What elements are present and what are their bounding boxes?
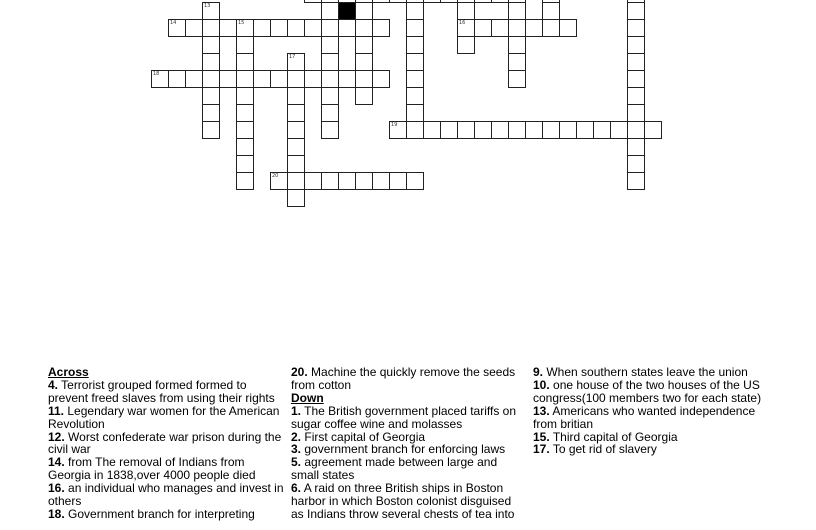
clue-down-6: 6. A raid on three British ships in Boston harbor in which Boston colonist disguised as Indians throw several chests of tea into bbox=[291, 481, 515, 521]
crossword-cell[interactable] bbox=[304, 172, 322, 190]
crossword-cell[interactable] bbox=[576, 121, 594, 139]
clue-number: 19 bbox=[391, 122, 398, 128]
clue-down-3: 3. government branch for enforcing laws bbox=[291, 442, 506, 457]
crossword-cell[interactable] bbox=[338, 70, 356, 88]
crossword-cell[interactable] bbox=[185, 70, 203, 88]
crossword-cell[interactable] bbox=[321, 104, 339, 122]
crossword-cell[interactable] bbox=[321, 172, 339, 190]
crossword-cell[interactable] bbox=[644, 121, 662, 139]
crossword-cell[interactable] bbox=[610, 121, 628, 139]
crossword-cell[interactable] bbox=[389, 121, 407, 139]
crossword-cell[interactable] bbox=[202, 87, 220, 105]
crossword-cell[interactable] bbox=[372, 172, 390, 190]
crossword-cell[interactable] bbox=[525, 19, 543, 37]
clue-number: 16 bbox=[459, 20, 466, 26]
crossword-cell[interactable] bbox=[151, 70, 169, 88]
crossword-cell[interactable] bbox=[236, 155, 254, 173]
clue-across-12: 12. Worst confederate war prison during the civil war bbox=[48, 429, 282, 457]
crossword-cell[interactable] bbox=[508, 36, 526, 54]
crossword-cell[interactable] bbox=[321, 2, 339, 20]
clues-column-3 bbox=[533, 366, 769, 456]
clue-number: 17 bbox=[289, 54, 296, 60]
crossword-cell[interactable] bbox=[355, 172, 373, 190]
crossword-cell[interactable] bbox=[287, 138, 305, 156]
crossword-cell[interactable] bbox=[406, 53, 424, 71]
crossword-cell[interactable] bbox=[627, 104, 645, 122]
crossword-cell[interactable] bbox=[270, 19, 288, 37]
crossword-cell[interactable] bbox=[372, 70, 390, 88]
crossword-cell[interactable] bbox=[474, 19, 492, 37]
clue-down-1: 1. The British government placed tariffs on sugar coffee wine and molasses bbox=[291, 403, 517, 431]
clue-across-20: 20. Machine the quickly remove the seeds from cotton bbox=[291, 366, 516, 392]
crossword-cell[interactable] bbox=[457, 19, 475, 37]
crossword-cell[interactable] bbox=[304, 19, 322, 37]
crossword-cell[interactable] bbox=[287, 121, 305, 139]
clue-down-13: 13. Americans who wanted independence from britian bbox=[533, 403, 756, 431]
crossword-cell[interactable] bbox=[287, 155, 305, 173]
clue-across-14: 14. from The removal of Indians from Georgia in 1838,over 4000 people died bbox=[48, 455, 256, 483]
crossword-cell[interactable] bbox=[491, 0, 509, 3]
crossword-cell[interactable] bbox=[202, 121, 220, 139]
crossword-cell[interactable] bbox=[202, 19, 220, 37]
crossword-cell[interactable] bbox=[627, 138, 645, 156]
crossword-cell[interactable] bbox=[236, 104, 254, 122]
crossword-cell[interactable] bbox=[627, 87, 645, 105]
crossword-cell[interactable] bbox=[406, 104, 424, 122]
crossword-cell[interactable] bbox=[236, 87, 254, 105]
clue-down-5: 5. agreement made between large and small states bbox=[291, 455, 498, 483]
crossword-cell[interactable] bbox=[321, 53, 339, 71]
crossword-cell[interactable] bbox=[372, 19, 390, 37]
crossword-cell[interactable] bbox=[457, 121, 475, 139]
crossword-cell[interactable] bbox=[185, 19, 203, 37]
crossword-cell[interactable] bbox=[440, 121, 458, 139]
crossword-cell[interactable] bbox=[508, 2, 526, 20]
crossword-cell[interactable] bbox=[508, 53, 526, 71]
crossword-cell[interactable] bbox=[406, 70, 424, 88]
crossword-cell[interactable] bbox=[219, 19, 237, 37]
crossword-cell[interactable] bbox=[542, 121, 560, 139]
crossword-cell[interactable] bbox=[338, 19, 356, 37]
clue-down-17: 17. To get rid of slavery bbox=[533, 442, 657, 457]
crossword-cell[interactable] bbox=[389, 172, 407, 190]
crossword-cell[interactable] bbox=[287, 87, 305, 105]
clue-number: 13 bbox=[204, 3, 211, 9]
crossword-cell[interactable] bbox=[321, 19, 339, 37]
clues-column-2 bbox=[291, 366, 527, 530]
crossword-cell[interactable] bbox=[168, 19, 186, 37]
crossword-cell[interactable] bbox=[406, 121, 424, 139]
crossword-cell[interactable] bbox=[406, 87, 424, 105]
crossword-cell[interactable] bbox=[355, 87, 373, 105]
crossword-cell[interactable] bbox=[457, 36, 475, 54]
clues-column-1 bbox=[48, 366, 284, 530]
crossword-cell[interactable] bbox=[321, 121, 339, 139]
crossword-cell[interactable] bbox=[287, 104, 305, 122]
crossword-cell[interactable] bbox=[202, 104, 220, 122]
clue-across-16: 16. an individual who manages and invest in others bbox=[48, 481, 284, 509]
crossword-cell[interactable] bbox=[627, 70, 645, 88]
crossword-cell[interactable] bbox=[253, 19, 271, 37]
crossword-cell[interactable] bbox=[202, 70, 220, 88]
crossword-cell[interactable] bbox=[423, 0, 441, 3]
crossword-cell[interactable] bbox=[508, 121, 526, 139]
crossword-cell[interactable] bbox=[321, 87, 339, 105]
crossword-cell[interactable] bbox=[270, 172, 288, 190]
crossword-grid bbox=[0, 0, 816, 220]
clue-down-10: 10. one house of the two houses of the US congress(100 members two for each state) bbox=[533, 377, 762, 405]
crossword-cell[interactable] bbox=[627, 53, 645, 71]
crossword-cell[interactable] bbox=[236, 138, 254, 156]
crossword-black-cell bbox=[338, 2, 356, 20]
crossword-cell[interactable] bbox=[202, 53, 220, 71]
crossword-cell[interactable] bbox=[627, 121, 645, 139]
crossword-cell[interactable] bbox=[287, 53, 305, 71]
clue-across-18: 18. Government branch for interpreting bbox=[48, 506, 255, 521]
crossword-cell[interactable] bbox=[440, 0, 458, 3]
crossword-cell[interactable] bbox=[627, 36, 645, 54]
crossword-cell[interactable] bbox=[423, 121, 441, 139]
crossword-cell[interactable] bbox=[542, 19, 560, 37]
crossword-cell[interactable] bbox=[321, 36, 339, 54]
crossword-cell[interactable] bbox=[321, 70, 339, 88]
crossword-cell[interactable] bbox=[253, 70, 271, 88]
crossword-cell[interactable] bbox=[287, 70, 305, 88]
crossword-cell[interactable] bbox=[389, 0, 407, 3]
crossword-cell[interactable] bbox=[355, 36, 373, 54]
crossword-cell[interactable] bbox=[236, 36, 254, 54]
crossword-cell[interactable] bbox=[270, 70, 288, 88]
clue-number: 20 bbox=[272, 173, 279, 179]
crossword-cell[interactable] bbox=[236, 70, 254, 88]
crossword-cell[interactable] bbox=[559, 19, 577, 37]
crossword-cell[interactable] bbox=[355, 19, 373, 37]
crossword-cell[interactable] bbox=[457, 2, 475, 20]
clue-across-4: 4. Terrorist grouped formed formed to prevent freed slaves from using their rights bbox=[48, 377, 275, 405]
crossword-cell[interactable] bbox=[627, 2, 645, 20]
crossword-cell[interactable] bbox=[474, 0, 492, 3]
clue-across-11: 11. Legendary war women for the American Revolution bbox=[48, 403, 280, 431]
across-heading: Across bbox=[48, 366, 89, 379]
clue-down-9: 9. When southern states leave the union bbox=[533, 365, 748, 379]
down-heading: Down bbox=[291, 390, 324, 405]
crossword-cell[interactable] bbox=[304, 0, 322, 3]
crossword-cell[interactable] bbox=[406, 19, 424, 37]
clue-number: 14 bbox=[170, 20, 177, 26]
crossword-cell[interactable] bbox=[406, 2, 424, 20]
crossword-cell[interactable] bbox=[219, 70, 237, 88]
crossword-cell[interactable] bbox=[202, 2, 220, 20]
crossword-cell[interactable] bbox=[236, 121, 254, 139]
crossword-cell[interactable] bbox=[406, 36, 424, 54]
crossword-cell[interactable] bbox=[491, 19, 509, 37]
crossword-cell[interactable] bbox=[287, 189, 305, 207]
crossword-cell[interactable] bbox=[236, 172, 254, 190]
crossword-cell[interactable] bbox=[627, 155, 645, 173]
crossword-cell[interactable] bbox=[406, 172, 424, 190]
crossword-cell[interactable] bbox=[355, 53, 373, 71]
crossword-cell[interactable] bbox=[627, 172, 645, 190]
crossword-cell[interactable] bbox=[236, 19, 254, 37]
crossword-cell[interactable] bbox=[304, 70, 322, 88]
crossword-cell[interactable] bbox=[593, 121, 611, 139]
crossword-cell[interactable] bbox=[372, 0, 390, 3]
crossword-cell[interactable] bbox=[491, 121, 509, 139]
crossword-cell[interactable] bbox=[287, 19, 305, 37]
crossword-cell[interactable] bbox=[202, 36, 220, 54]
crossword-cell[interactable] bbox=[525, 121, 543, 139]
crossword-cell[interactable] bbox=[474, 121, 492, 139]
crossword-cell[interactable] bbox=[355, 2, 373, 20]
clue-down-15: 15. Third capital of Georgia bbox=[533, 429, 678, 444]
crossword-cell[interactable] bbox=[338, 172, 356, 190]
crossword-cell[interactable] bbox=[627, 19, 645, 37]
crossword-cell[interactable] bbox=[559, 121, 577, 139]
crossword-cell[interactable] bbox=[168, 70, 186, 88]
crossword-cell[interactable] bbox=[542, 2, 560, 20]
clue-number: 18 bbox=[153, 71, 160, 77]
clue-number: 15 bbox=[238, 20, 245, 26]
crossword-cell[interactable] bbox=[508, 70, 526, 88]
crossword-cell[interactable] bbox=[236, 53, 254, 71]
clue-down-2: 2. First capital of Georgia bbox=[291, 429, 426, 444]
crossword-cell[interactable] bbox=[508, 19, 526, 37]
crossword-cell[interactable] bbox=[287, 172, 305, 190]
crossword-cell[interactable] bbox=[355, 70, 373, 88]
